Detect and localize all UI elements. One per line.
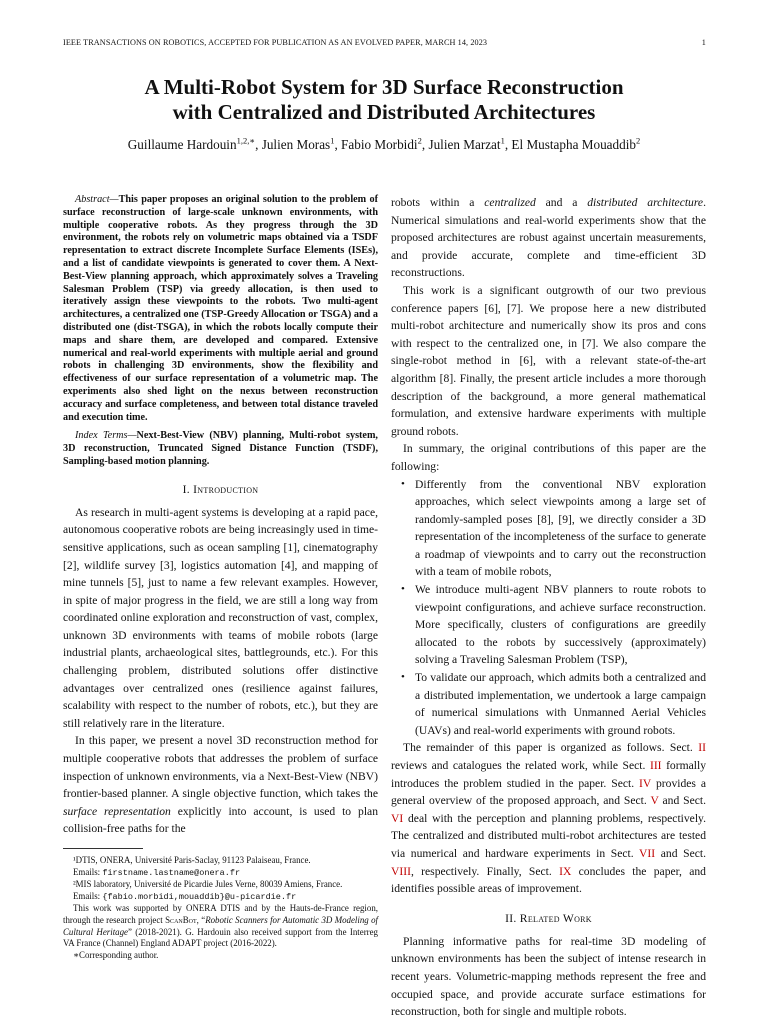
- footnote-affiliation-2: ²MIS laboratory, Université de Picardie Jules Verne, 80039 Amiens, France.: [73, 879, 343, 890]
- index-terms-lead: Index Terms—: [75, 430, 137, 442]
- contributions-list: [391, 476, 706, 740]
- section-link[interactable]: VII: [639, 846, 656, 860]
- index-terms: [63, 430, 378, 468]
- contribution-item: • Differently from the conventional NBV exploration approaches, which select viewpoints among a large set of randomly-sampled poses [8], [9], we directly consider a 3D representation of the incompleteness of the surface to generate a roadmap of viewpoints and to carry out the reconstruction with a team of mobile robots,: [415, 476, 706, 582]
- index-terms-text: Next-Best-View (NBV) planning, Multi-robot system, 3D reconstruction, Truncated Signed Distance Function (TSDF), Sampling-based motion planning.: [63, 430, 378, 467]
- footnote-rule: [63, 848, 143, 849]
- title-line-2: with Centralized and Distributed Architectures: [172, 100, 596, 124]
- footnote-emails-2: Emails: {fabio.morbidi,mouaddib}@u-picardie.fr: [73, 890, 297, 902]
- left-column: [63, 194, 378, 961]
- intro-paragraph-2: In this paper, we present a novel 3D reconstruction method for multiple cooperative robots that addresses the problem of surface inspection of unknown environments, via a Next-Best-View (NBV) frontier-based planner. A single objective function, which takes the surface representation explicitly into account, is used to plan collision-free paths for the: [63, 734, 378, 836]
- footnote-affiliation-1: ¹DTIS, ONERA, Université Paris-Saclay, 91123 Palaiseau, France.: [73, 855, 311, 866]
- author-list: [40, 136, 728, 153]
- section-link[interactable]: III: [649, 759, 662, 772]
- intro-paragraph-1: As research in multi-agent systems is developing at a rapid pace, autonomous cooperative robots are being increasingly used in time-sensitive applications, such as ocean sampling [1], cinematography [2], wildlife survey [3], logistics automation [4], and mapping of mine tunnels [5], just to name a few relevant examples. However, in spite of major progress in the field, we are still a long way from coordinated online exploration and reconstruction of vast, complex, unknown 3D environments with teams of mobile robots (large industrial plants, archaeological sites, battlegrounds, etc.). For this challenging problem, distributed solutions offer distinctive advantages over centralized ones (resilience against failures, scalability with respect to the number of robots, etc.), but they are still relatively rare in the literature.: [63, 505, 378, 730]
- abstract-lead: Abstract—: [75, 194, 119, 205]
- outgrowth-paragraph: This work is a significant outgrowth of our two previous conference papers [6], [7]. We propose here a new distributed multi-robot architecture and numerically show its pros and cons with respect to the centralized one, in [7]. We also compare the single-robot method in [6], with a relevant state-of-the-art algorithm [8]. Finally, the present article includes a more thorough description of the background, a more general mathematical formulation, and extensive hardware experiments with multiple ground robots.: [391, 283, 706, 438]
- title-line-1: A Multi-Robot System for 3D Surface Reconstruction: [144, 75, 624, 99]
- abstract-text: This paper proposes an original solution to the problem of surface reconstruction of large-scale unknown environments, with multiple cooperative robots. As they progress through the 3D environment, the robots rely on volumetric maps obtained via a TSDF representation to extract discrete Incomplete Surface Elements (ISEs), and a list of candidate viewpoints is generated to cover them. A Next-Best-View planning approach, which approximately solves a Traveling Salesman Problem (TSP) via greedy allocation, is then used to iteratively assign these viewpoints to the robots. Two multi-agent architectures, a centralized one (TSP-Greedy Allocation or TSGA) and a distributed one (dist-TSGA), in which the robots locally compute their maps and share them, are developed and compared. Extensive numerical and real-world experiments with multiple aerial and ground robots in challenging 3D environments, show the flexibility and effectiveness of our surface representation of a volumetric map. The experiments also shed light on the nexus between reconstruction accuracy and surface completeness, and between total distance traveled and execution time.: [63, 194, 378, 423]
- related-work-paragraph: Planning informative paths for real-time 3D modeling of unknown environments has been the subject of intense research in recent years. Volumetric-mapping methods represent the free and occupied space, and provide accurate surface estimations for reconstruction, both for single and multiple robots.: [391, 934, 706, 1019]
- section-link[interactable]: VIII: [391, 864, 411, 878]
- author: Fabio Morbidi$^2$,: [341, 136, 429, 153]
- abstract: [63, 194, 378, 424]
- footnote-corresponding: ∗Corresponding author.: [73, 949, 159, 960]
- summary-paragraph: In summary, the original contributions of this paper are the following:: [391, 442, 706, 473]
- page-number: 1: [701, 38, 706, 47]
- footnotes: [63, 855, 378, 961]
- author: Julien Moras$^1$,: [261, 136, 342, 153]
- contribution-item: • To validate our approach, which admits both a centralized and a distributed implementation, we undertook a large campaign of numerical simulations with Unmanned Aerial Vehicles (UAVs) and real-world experiments with ground robots.: [415, 669, 706, 739]
- intro-paragraph-continued: robots within a centralized and a distributed architecture. Numerical simulations and real-world experiments show that the proposed architectures are robust against uncertain measurements, and provide accurate, complete and time-efficient 3D reconstructions.: [391, 196, 706, 280]
- section-heading-related-work: II. Related Work: [505, 911, 592, 925]
- author: Guillaume Hardouin$^{1,2,∗}$,: [127, 136, 262, 153]
- paper-title: [40, 75, 728, 125]
- organization-paragraph: The remainder of this paper is organized as follows. Sect. II reviews and catalogues the related work, while Sect. III formally introduces the problem studied in the paper. Sect. IV provides a general overview of the proposed approach, and Sect. V and Sect. VI deal with the perception and planning problems, respectively. The centralized and distributed multi-robot architectures are tested via numerical and hardware experiments in Sect. VII and Sect. VIII, respectively. Finally, Sect. IX concludes the paper, and identifies possible areas of improvement.: [391, 741, 706, 896]
- journal-header: IEEE TRANSACTIONS ON ROBOTICS, ACCEPTED FOR PUBLICATION AS AN EVOLVED PAPER, MARCH 14, 2023: [63, 38, 488, 47]
- author: El Mustapha Mouaddib$^2$: [511, 136, 641, 153]
- footnote-emails-1: Emails: firstname.lastname@onera.fr: [73, 866, 241, 878]
- section-link[interactable]: II: [698, 741, 706, 755]
- right-column: [391, 194, 706, 1021]
- contribution-item: • We introduce multi-agent NBV planners to route robots to viewpoint configurations, and achieve surface reconstruction. More specifically, clusters of configurations are greedily allocated to the robots by successively (approximately) solving a Traveling Salesman Problem (TSP),: [415, 581, 706, 669]
- section-link[interactable]: VI: [391, 811, 404, 825]
- author: Julien Marzat$^1$,: [428, 136, 512, 153]
- section-link[interactable]: IV: [639, 776, 652, 790]
- section-heading-introduction: I. Introduction: [182, 482, 259, 496]
- section-link[interactable]: V: [650, 794, 659, 808]
- section-link[interactable]: IX: [559, 864, 572, 878]
- footnote-funding: This work was supported by ONERA DTIS and by the Hauts-de-France region, through the research project ScanBot, “Robotic Scanners for Automatic 3D Modeling of Cultural Heritage” (2018-2021). G. Hardouin also received support from the Interreg VA France (Channel) England ADAPT project (2016-2022).: [63, 903, 378, 949]
- running-header: [63, 38, 706, 47]
